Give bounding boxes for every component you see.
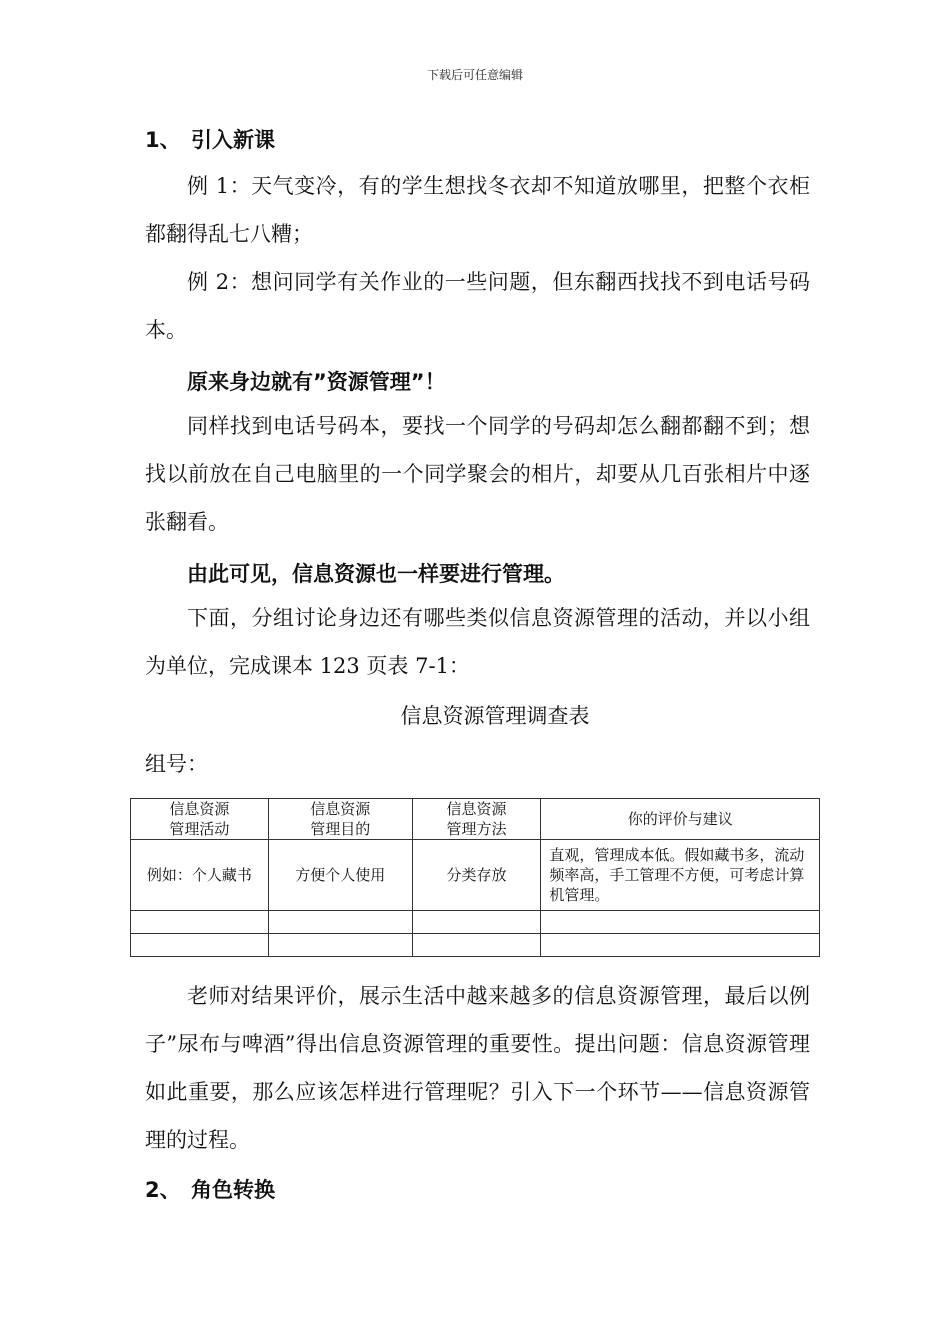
table-cell bbox=[268, 911, 412, 934]
example-1-paragraph: 例 1：天气变冷，有的学生想找冬衣却不知道放哪里，把整个衣柜都翻得乱七八糟； bbox=[145, 174, 810, 246]
header-cell-method: 信息资源 管理方法 bbox=[412, 799, 541, 840]
table-cell bbox=[412, 911, 541, 934]
header-cell-purpose: 信息资源 管理目的 bbox=[268, 799, 412, 840]
table-cell: 分类存放 bbox=[412, 840, 541, 911]
header-cell-activity: 信息资源 管理活动 bbox=[131, 799, 269, 840]
bold-statement-1: 原来身边就有”资源管理”！ bbox=[187, 370, 446, 394]
table-cell bbox=[412, 934, 541, 957]
section-2-number: 2、 bbox=[145, 1178, 181, 1202]
section-2-heading bbox=[145, 1174, 275, 1204]
group-number-label: 组号： bbox=[145, 752, 208, 776]
survey-table bbox=[130, 798, 820, 957]
table-cell: 方便个人使用 bbox=[268, 840, 412, 911]
table-row-empty bbox=[131, 934, 820, 957]
table-cell bbox=[541, 934, 820, 957]
table-row-empty bbox=[131, 911, 820, 934]
table-cell bbox=[131, 911, 269, 934]
table-cell: 例如：个人藏书 bbox=[131, 840, 269, 911]
paragraph-teacher-evaluation: 老师对结果评价，展示生活中越来越多的信息资源管理，最后以例子”尿布与啤酒”得出信息资源管理的重要性。提出问题：信息资源管理如此重要，那么应该怎样进行管理呢？引入下一个环节——信息资源管理的过程。 bbox=[145, 984, 810, 1152]
table-cell bbox=[541, 911, 820, 934]
section-2-title: 角色转换 bbox=[191, 1178, 275, 1202]
example-2-paragraph: 例 2：想问同学有关作业的一些问题，但东翻西找找不到电话号码本。 bbox=[145, 270, 810, 342]
paragraph-phonebook: 同样找到电话号码本，要找一个同学的号码却怎么翻都翻不到；想找以前放在自己电脑里的一个同学聚会的相片，却要从几百张相片中逐张翻看。 bbox=[145, 414, 810, 534]
bold-statement-2: 由此可见，信息资源也一样要进行管理。 bbox=[187, 562, 565, 586]
header-cell-evaluation: 你的评价与建议 bbox=[541, 799, 820, 840]
table-cell bbox=[268, 934, 412, 957]
section-1-number: 1、 bbox=[145, 128, 181, 152]
paragraph-group-discussion: 下面，分组讨论身边还有哪些类似信息资源管理的活动，并以小组为单位，完成课本 123 页表 7-1： bbox=[145, 606, 810, 678]
table-caption: 信息资源管理调查表 bbox=[400, 704, 590, 728]
section-1-title: 引入新课 bbox=[191, 128, 275, 152]
table-cell bbox=[131, 934, 269, 957]
table-header-row bbox=[131, 799, 820, 840]
table-row bbox=[131, 840, 820, 911]
section-1-heading bbox=[145, 124, 275, 154]
page-header: 下载后可任意编辑 bbox=[426, 68, 523, 82]
table-cell: 直观，管理成本低。假如藏书多，流动频率高，手工管理不方便，可考虑计算机管理。 bbox=[541, 840, 820, 911]
